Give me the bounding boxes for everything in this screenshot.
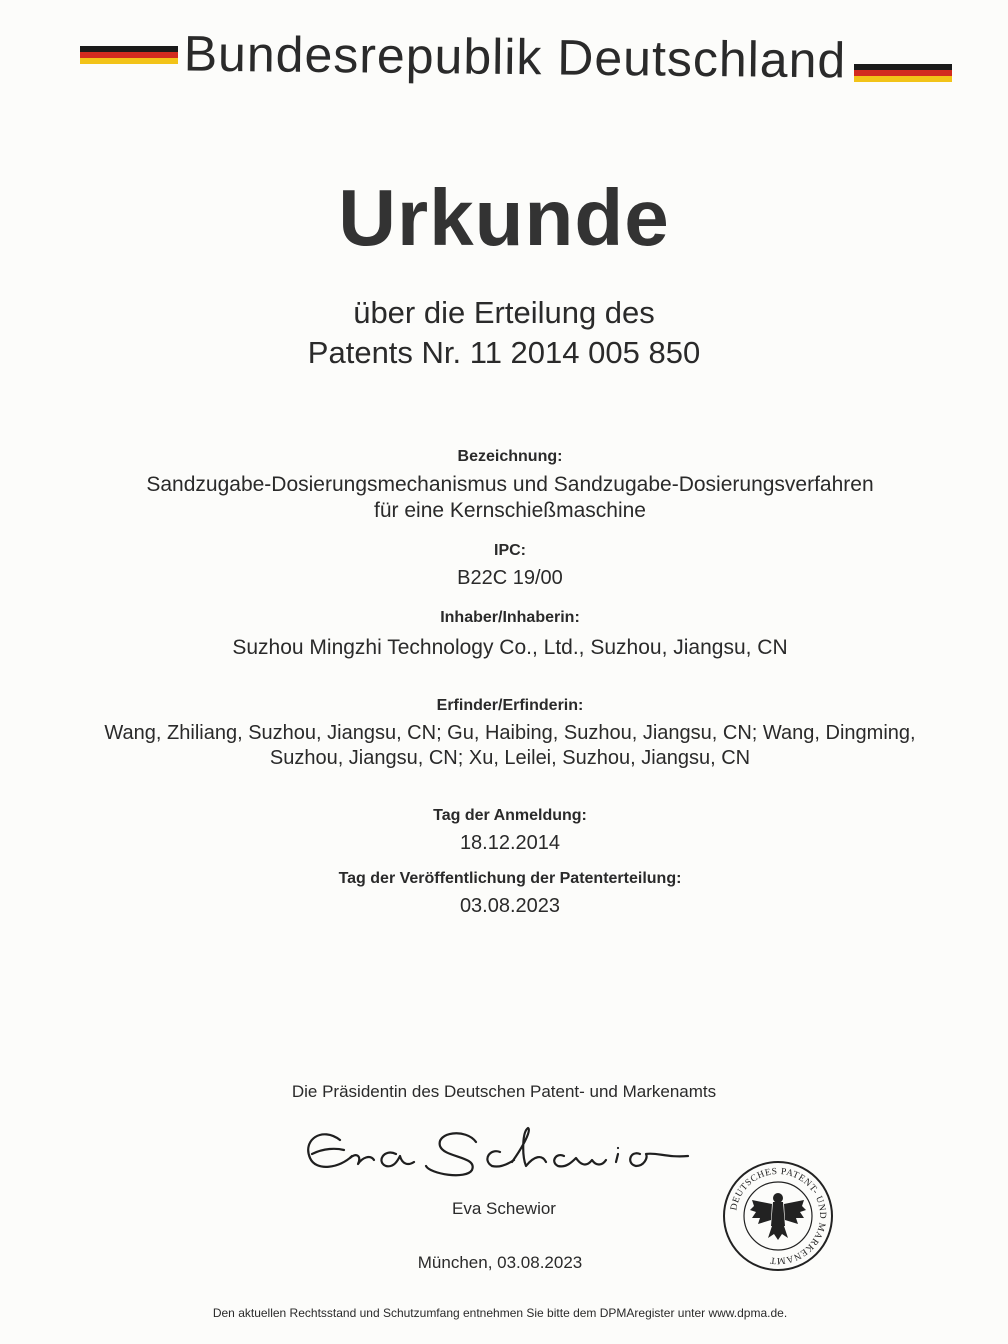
document-subtitle (0, 293, 1008, 373)
german-flag-icon (854, 64, 952, 82)
subtitle-line: über die Erteilung des (353, 295, 655, 330)
publication-date-label: Tag der Veröffentlichung der Patenterteilung: (338, 870, 682, 887)
official-seal-icon (722, 1160, 834, 1272)
ipc-label: IPC: (494, 542, 526, 559)
publication-date-value: 03.08.2023 (459, 895, 561, 917)
owner-label: Inhaber/Inhaberin: (440, 609, 580, 626)
svg-text:DEUTSCHES PATENT- UND MARKENAM: DEUTSCHES PATENT- UND MARKENAMT (729, 1166, 828, 1266)
inventor-value: Suzhou, Jiangsu, CN; Xu, Leilei, Suzhou, Jiangsu, CN (269, 747, 751, 769)
document-title: Urkunde (338, 173, 670, 262)
handwritten-signature (300, 1118, 700, 1198)
legal-footer-note: Den aktuellen Rechtsstand und Schutzumfang entnehmen Sie bitte dem DPMAregister unter www.dpma.de. (212, 1306, 788, 1320)
filing-date-section (60, 805, 960, 856)
ipc-value: B22C 19/00 (457, 567, 563, 589)
filing-date-value: 18.12.2014 (459, 832, 561, 854)
signer-name: Eva Schewior (452, 1199, 556, 1218)
header (0, 24, 1008, 94)
inventor-value: Wang, Zhiliang, Suzhou, Jiangsu, CN; Gu, Haibing, Suzhou, Jiangsu, CN; Wang, Dingming, (104, 722, 916, 744)
owner-value: Suzhou Mingzhi Technology Co., Ltd., Suzhou, Jiangsu, CN (232, 636, 788, 659)
publication-date-section (60, 868, 960, 919)
owner-section (60, 607, 960, 660)
place-and-date: München, 03.08.2023 (417, 1253, 583, 1272)
inventor-label: Erfinder/Erfinderin: (436, 697, 584, 714)
president-title: Die Präsidentin des Deutschen Patent- und Markenamts (291, 1082, 717, 1101)
patent-number-line: Patents Nr. 11 2014 005 850 (307, 335, 701, 370)
inventor-section (40, 695, 980, 771)
designation-label: Bezeichnung: (457, 448, 563, 465)
filing-date-label: Tag der Anmeldung: (433, 807, 587, 824)
country-name: Bundesrepublik Deutschland (183, 25, 847, 89)
designation-value: für eine Kernschießmaschine (374, 499, 646, 522)
designation-section (60, 446, 960, 524)
designation-value: Sandzugabe-Dosierungsmechanismus und Sandzugabe-Dosierungsverfahren (146, 473, 874, 496)
ipc-section (60, 540, 960, 591)
